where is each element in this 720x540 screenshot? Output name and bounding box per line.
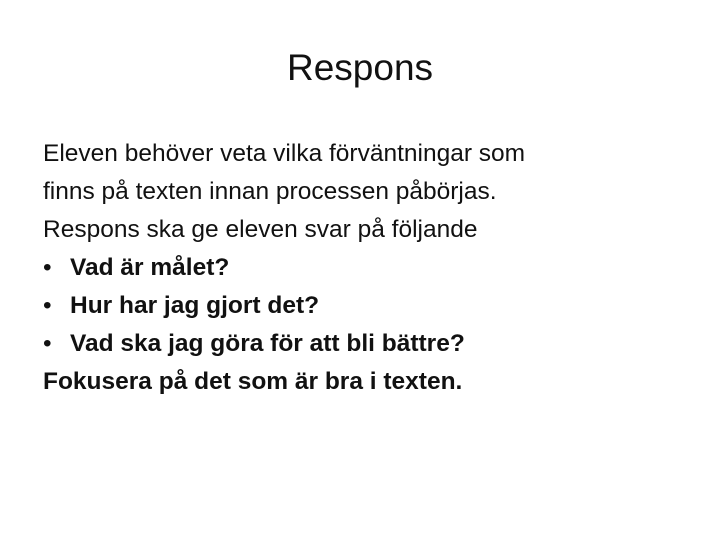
slide-body [43,135,693,401]
bullet-item-3 [43,325,693,363]
bullet-marker: • [43,330,52,357]
bullet-marker: • [43,254,52,281]
paragraph-line-2: finns på texten innan processen påbörjas. [43,178,497,205]
paragraph-line-3: Respons ska ge eleven svar på följande [43,216,478,243]
slide-title: Respons [286,47,434,88]
bullet-item-1 [43,249,693,287]
bullet-marker: • [43,292,52,319]
paragraph-line-1: Eleven behöver veta vilka förväntningar som [43,140,526,167]
bullet-text: Vad är målet? [70,254,230,281]
bullet-item-2 [43,287,693,325]
closing-line: Fokusera på det som är bra i texten. [43,368,463,395]
bullet-text: Hur har jag gjort det? [70,292,320,319]
bullet-text: Vad ska jag göra för att bli bättre? [70,330,465,357]
